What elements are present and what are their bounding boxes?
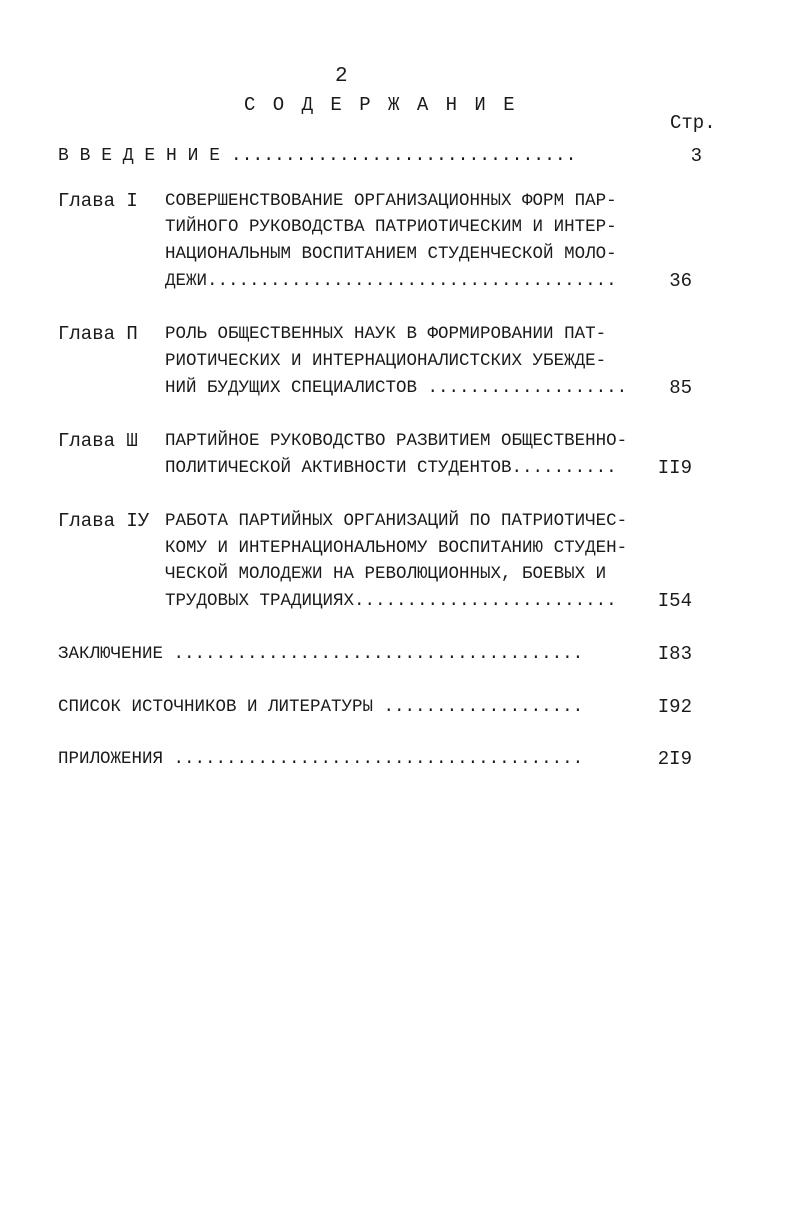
chapter-label: Глава П [58,323,138,345]
toc-line: СПИСОК ИСТОЧНИКОВ И ЛИТЕРАТУРЫ ................... [58,697,584,717]
toc-line: СОВЕРШЕНСТВОВАНИЕ ОРГАНИЗАЦИОННЫХ ФОРМ ПАР- [165,191,617,211]
page-column-label: Стр. [670,112,716,134]
toc-page-number: 3 [690,145,702,167]
toc-page-number: I54 [657,590,692,612]
toc-line: РИОТИЧЕСКИХ И ИНТЕРНАЦИОНАЛИСТСКИХ УБЕЖДЕ- [165,351,607,371]
toc-page-number: 85 [669,377,692,399]
toc-line: ДЕЖИ....................................... [165,271,617,291]
toc-line: НИЙ БУДУЩИХ СПЕЦИАЛИСТОВ ................... [165,378,628,398]
toc-line: ПАРТИЙНОЕ РУКОВОДСТВО РАЗВИТИЕМ ОБЩЕСТВЕННО- [165,431,628,451]
chapter-label: Глава I [58,190,138,212]
toc-line: ПРИЛОЖЕНИЯ ....................................... [58,749,584,769]
toc-line: ЧЕСКОЙ МОЛОДЕЖИ НА РЕВОЛЮЦИОННЫХ, БОЕВЫХ И [165,564,607,584]
toc-line: ТИЙНОГО РУКОВОДСТВА ПАТРИОТИЧЕСКИМ И ИНТЕР- [165,217,617,237]
toc-line: КОМУ И ИНТЕРНАЦИОНАЛЬНОМУ ВОСПИТАНИЮ СТУДЕН- [165,538,628,558]
toc-page-number: I83 [657,643,692,665]
toc-line: РОЛЬ ОБЩЕСТВЕННЫХ НАУК В ФОРМИРОВАНИИ ПАТ- [165,324,607,344]
toc-line: ЗАКЛЮЧЕНИЕ ....................................... [58,644,584,664]
chapter-label: Глава IУ [58,510,150,532]
page-number: 2 [335,65,348,88]
toc-page-number: 36 [669,270,692,292]
toc-line: ТРУДОВЫХ ТРАДИЦИЯХ......................... [165,591,617,611]
toc-line: ПОЛИТИЧЕСКОЙ АКТИВНОСТИ СТУДЕНТОВ.......... [165,458,617,478]
toc-page-number: 2I9 [657,748,692,770]
document-title: С О Д Е Р Ж А Н И Е [244,94,518,116]
toc-line: РАБОТА ПАРТИЙНЫХ ОРГАНИЗАЦИЙ ПО ПАТРИОТИЧЕС- [165,511,628,531]
toc-page-number: I92 [657,696,692,718]
toc-line: В В Е Д Е Н И Е ................................ [58,146,577,166]
toc-page-number: II9 [657,457,692,479]
chapter-label: Глава Ш [58,430,138,452]
toc-line: НАЦИОНАЛЬНЫМ ВОСПИТАНИЕМ СТУДЕНЧЕСКОЙ МОЛО- [165,244,617,264]
